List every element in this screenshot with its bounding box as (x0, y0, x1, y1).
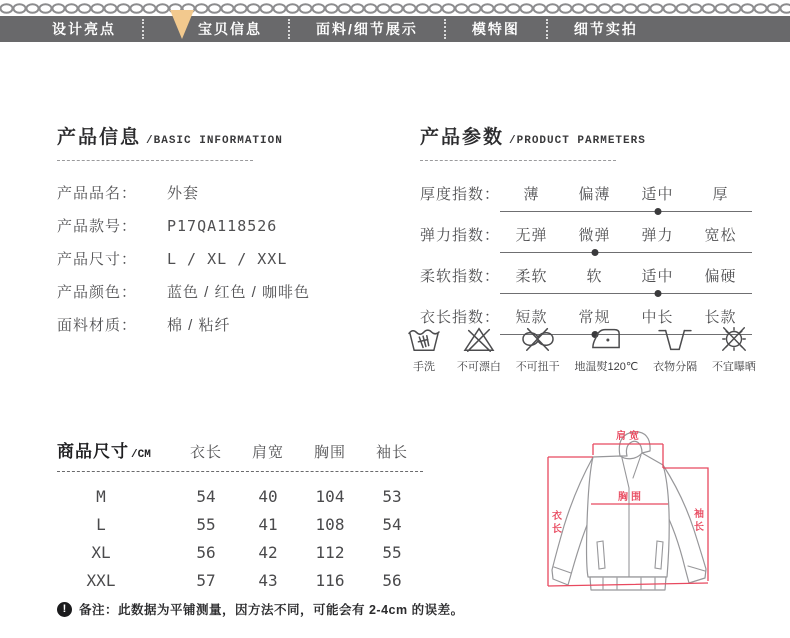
value-cell: 112 (315, 542, 345, 562)
column-header-sleeve: 袖长 (375, 444, 408, 461)
care-item-separate-wash (653, 324, 697, 374)
nav-bar (0, 16, 790, 42)
scale-option: 适中 (641, 186, 674, 203)
info-row-colors (57, 281, 397, 302)
nav-separator (546, 19, 548, 39)
parameter-scales (420, 183, 752, 335)
size-cell: XXL (86, 570, 116, 590)
iron-low-temp-icon (588, 324, 624, 354)
size-chart-unit: /CM (131, 449, 151, 461)
scale-track (500, 183, 752, 212)
value-cell: 40 (258, 486, 278, 506)
care-item-no-wring (516, 324, 560, 374)
nav-separator (444, 19, 446, 39)
diagram-label-shoulder: 肩宽 (616, 431, 642, 442)
no-sun-icon (716, 324, 752, 354)
info-label: 面料材质： (57, 317, 138, 334)
care-label: 衣物分隔 (653, 361, 698, 373)
info-value: 外套 (167, 185, 200, 202)
diagram-label-chest: 胸围 (618, 492, 644, 503)
scale-dot-icon (591, 249, 598, 256)
care-label: 手洗 (413, 361, 435, 373)
note-text: 备注：此数据为平铺测量，因方法不同，可能会有 2-4cm 的误差。 (79, 603, 464, 617)
basic-info-rows (57, 182, 397, 335)
size-chart-header (57, 437, 423, 462)
scale-option: 常规 (578, 309, 611, 326)
hand-wash-icon (406, 324, 442, 354)
value-cell: 54 (382, 514, 402, 534)
dashed-divider (57, 160, 253, 161)
size-cell: L (96, 514, 106, 534)
jacket-diagram-icon (537, 420, 772, 632)
scale-option: 软 (586, 268, 603, 285)
scale-label: 柔软指数： (420, 268, 501, 285)
care-label: 不宜曝晒 (711, 361, 756, 373)
section-title: 产品信息 (57, 127, 142, 148)
info-label: 产品款号： (57, 218, 138, 235)
care-label: 不可漂白 (456, 361, 501, 373)
parameters-section (420, 122, 752, 347)
info-row-material (57, 314, 397, 335)
basic-info-section (57, 122, 397, 347)
scale-track (500, 224, 752, 253)
info-label: 产品尺寸： (57, 251, 138, 268)
value-cell: 108 (315, 514, 345, 534)
scale-label: 厚度指数： (420, 186, 501, 203)
column-header-shoulder: 肩宽 (251, 444, 284, 461)
value-cell: 55 (382, 542, 402, 562)
size-chart-title-text: 商品尺寸 (57, 442, 129, 461)
info-row-product-name (57, 182, 397, 203)
info-value: 蓝色 / 红色 / 咖啡色 (167, 284, 311, 301)
scale-option: 偏硬 (704, 268, 737, 285)
care-item-hand-wash (406, 324, 442, 374)
dashed-divider (57, 471, 423, 472)
table-row (57, 510, 423, 538)
nav-item-model-photos[interactable]: 模特图 (471, 21, 520, 37)
scale-option: 长款 (704, 309, 737, 326)
care-item-no-sun (712, 324, 756, 374)
size-chart-body (57, 482, 423, 594)
info-row-style-number (57, 215, 397, 236)
no-bleach-icon (461, 324, 497, 354)
diagram-label-length: 长 (552, 524, 565, 535)
care-item-no-bleach (457, 324, 501, 374)
column-header-chest: 胸围 (313, 444, 346, 461)
diagram-label-sleeve: 袖 (694, 509, 707, 520)
value-cell: 42 (258, 542, 278, 562)
info-value: L / XL / XXL (167, 250, 288, 268)
scale-row-softness (420, 265, 752, 294)
diagram-label-length: 衣 (552, 511, 565, 522)
size-cell: XL (91, 542, 111, 562)
active-tab-pointer-icon (170, 10, 194, 39)
value-cell: 104 (315, 486, 345, 506)
scale-option: 薄 (523, 186, 540, 203)
value-cell: 116 (315, 570, 345, 590)
value-cell: 57 (196, 570, 216, 590)
care-item-iron-low-temp (575, 324, 639, 374)
scale-option: 适中 (641, 268, 674, 285)
section-subtitle: /BASIC INFORMATION (146, 135, 283, 147)
value-cell: 41 (258, 514, 278, 534)
diagram-label-sleeve: 长 (694, 522, 707, 533)
parameters-heading (420, 122, 752, 149)
care-label: 不可扭干 (515, 361, 560, 373)
scale-option: 无弹 (515, 227, 548, 244)
scale-label: 衣长指数： (420, 309, 501, 326)
info-row-sizes (57, 248, 397, 269)
scale-row-thickness (420, 183, 752, 212)
info-label: 产品品名： (57, 185, 138, 202)
size-chart-title (57, 437, 175, 462)
column-header-length: 衣长 (189, 444, 222, 461)
scale-option: 厚 (712, 186, 729, 203)
nav-item-label: 宝贝信息 (198, 21, 262, 37)
separate-wash-icon (657, 324, 693, 354)
nav-item-design-highlights[interactable]: 设计亮点 (52, 21, 116, 37)
scale-option: 柔软 (515, 268, 548, 285)
value-cell: 43 (258, 570, 278, 590)
scale-option: 弹力 (641, 227, 674, 244)
size-cell: M (96, 486, 106, 506)
jacket-measurement-diagram (537, 420, 772, 637)
scale-option: 微弹 (578, 227, 611, 244)
nav-item-fabric-details[interactable]: 面料/细节展示 (316, 21, 418, 37)
nav-separator (288, 19, 290, 39)
info-value: P17QA118526 (167, 217, 278, 235)
nav-item-product-info[interactable] (170, 19, 262, 39)
scale-option: 偏薄 (578, 186, 611, 203)
size-chart-section (57, 437, 423, 594)
value-cell: 56 (196, 542, 216, 562)
care-label: 地温熨120℃ (574, 361, 639, 373)
table-row (57, 538, 423, 566)
value-cell: 56 (382, 570, 402, 590)
care-icons-row (406, 324, 756, 374)
scale-label: 弹力指数： (420, 227, 501, 244)
info-value: 棉 / 粘纤 (167, 317, 231, 334)
table-row (57, 566, 423, 594)
basic-info-heading (57, 122, 397, 149)
scale-option: 短款 (515, 309, 548, 326)
scale-dot-icon (654, 208, 661, 215)
exclamation-icon: ! (57, 602, 72, 617)
nav-separator (142, 19, 144, 39)
section-title: 产品参数 (420, 127, 505, 148)
nav-item-detail-shots[interactable]: 细节实拍 (573, 21, 638, 37)
no-wring-icon (517, 324, 559, 354)
value-cell: 54 (196, 486, 216, 506)
dashed-divider (420, 160, 616, 161)
chain-border-icon (0, 2, 790, 15)
scale-row-elasticity (420, 224, 752, 253)
value-cell: 55 (196, 514, 216, 534)
scale-dot-icon (654, 290, 661, 297)
section-subtitle: /PRODUCT PARMETERS (509, 135, 646, 147)
measurement-note (57, 600, 464, 618)
value-cell: 53 (382, 486, 402, 506)
scale-option: 中长 (641, 309, 674, 326)
info-label: 产品颜色： (57, 284, 138, 301)
scale-option: 宽松 (704, 227, 737, 244)
table-row (57, 482, 423, 510)
scale-track (500, 265, 752, 294)
